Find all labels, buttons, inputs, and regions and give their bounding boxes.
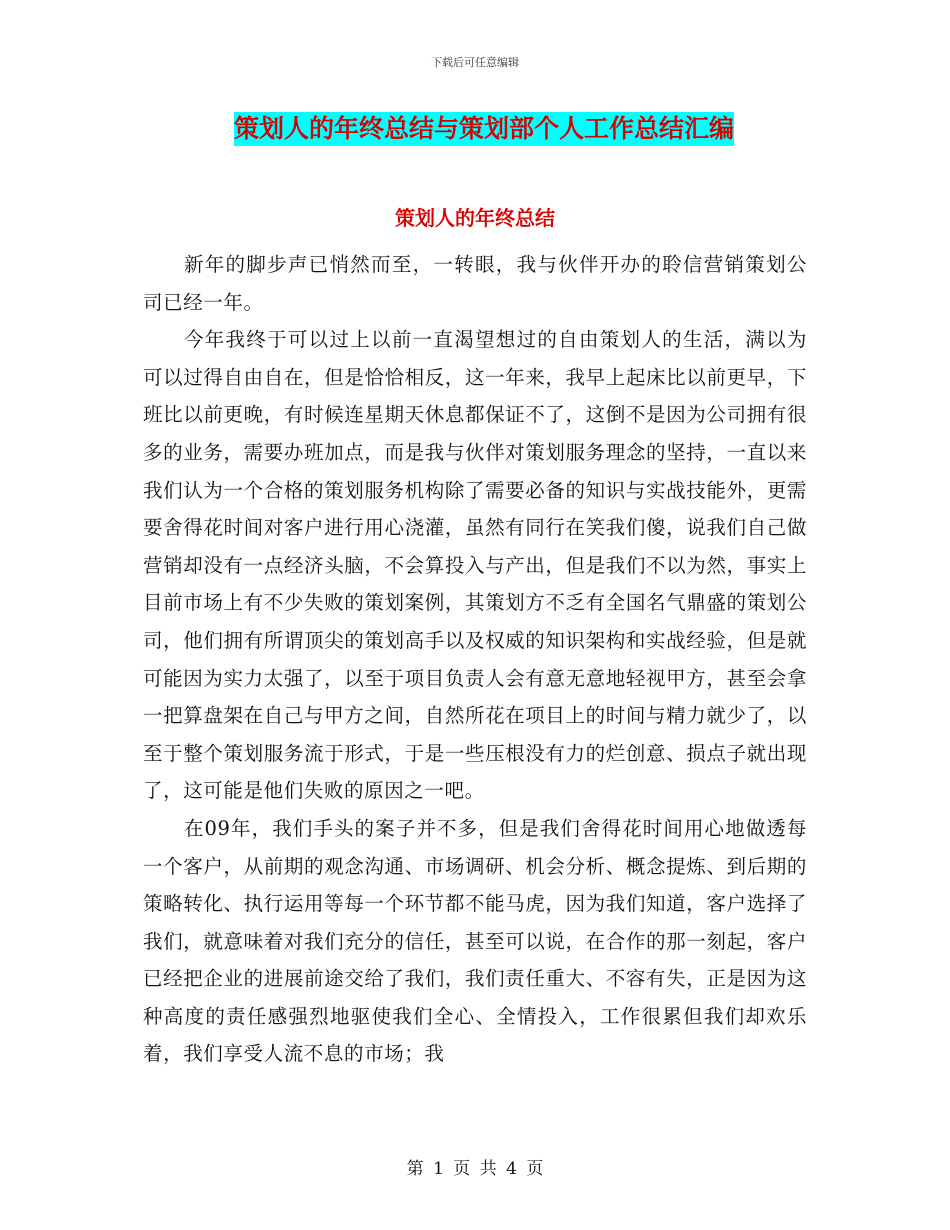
page-header: 下载后可任意编辑 <box>431 56 519 69</box>
body-paragraph: 今年我终于可以过上以前一直渴望想过的自由策划人的生活，满以为可以过得自由自在，但是恰恰相反，这一年来，我早上起床比以前更早，下班比以前更晚，有时候连星期天休息都保证不了，这倒不是因为公司拥有很多的业务，需要办班加点，而是我与伙伴对策划服务理念的坚持，一直以来我们认为一个合格的策划服务机构除了需要必备的知识与实战技能外，更需要舍得花时间对客户进行用心浇灌，虽然有同行在笑我们傻，说我们自己做营销却没有一点经济头脑，不会算投入与产出，但是我们不以为然，事实上目前市场上有不少失败的策划案例，其策划方不乏有全国名气鼎盛的策划公司，他们拥有所谓顶尖的策划高手以及权威的知识架构和实战经验，但是就可能因为实力太强了，以至于项目负责人会有意无意地轻视甲方，甚至会拿一把算盘架在自己与甲方之间，自然所花在项目上的时间与精力就少了，以至于整个策划服务流于形式，于是一些压根没有力的烂创意、损点子就出现了，这可能是他们失败的原因之一吧。 <box>143 328 807 803</box>
page-number-footer: 第 1 页 共 4 页 <box>406 1159 544 1179</box>
body-paragraph: 新年的脚步声已悄然而至，一转眼，我与伙伴开办的聆信营销策划公司已经一年。 <box>143 253 807 314</box>
document-body <box>143 246 807 1073</box>
section-heading: 策划人的年终总结 <box>395 206 555 230</box>
body-paragraph: 在09年，我们手头的案子并不多，但是我们舍得花时间用心地做透每一个客户，从前期的观念沟通、市场调研、机会分析、概念提炼、到后期的策略转化、执行运用等每一个环节都不能马虎，因为我们知道，客户选择了我们，就意味着对我们充分的信任，甚至可以说，在合作的那一刻起，客户已经把企业的进展前途交给了我们，我们责任重大、不容有失，正是因为这种高度的责任感强烈地驱使我们全心、全情投入，工作很累但我们却欢乐着，我们享受人流不息的市场；我 <box>143 816 807 1066</box>
document-title: 策划人的年终总结与策划部个人工作总结汇编 <box>234 112 734 146</box>
